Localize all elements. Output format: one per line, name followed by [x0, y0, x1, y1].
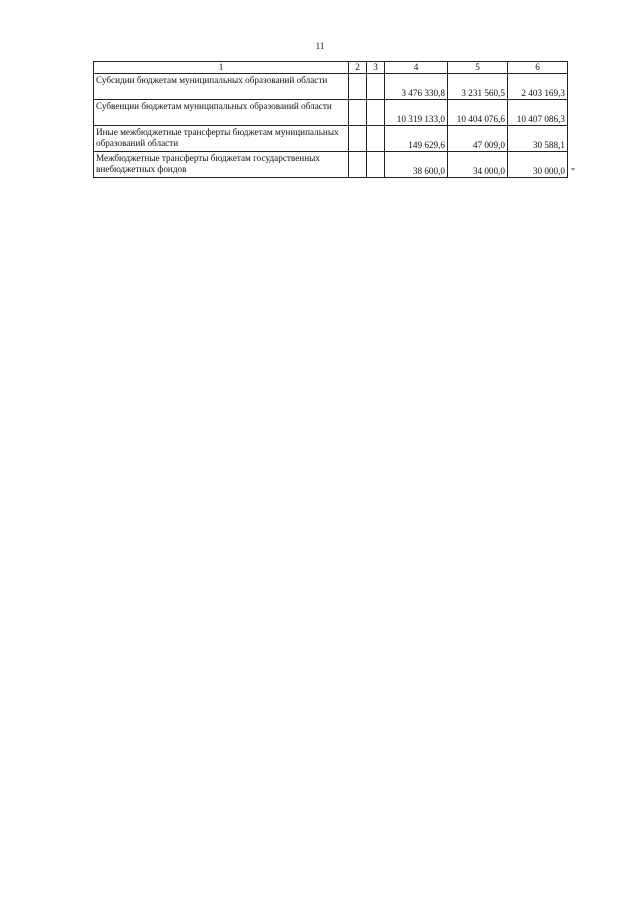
table-header-row [94, 62, 568, 74]
row-cell-2 [349, 152, 367, 178]
row-cell-6: 2 403 169,3 [508, 74, 568, 100]
column-header-3: 3 [367, 62, 385, 74]
row-name: Иные межбюджетные трансферты бюджетам муниципальных образований области [94, 126, 349, 152]
closing-quote-mark: " [571, 167, 576, 178]
row-name: Субсидии бюджетам муниципальных образований области [94, 74, 349, 100]
row-cell-5: 47 009,0 [448, 126, 508, 152]
row-cell-5: 34 000,0 [448, 152, 508, 178]
column-header-5: 5 [448, 62, 508, 74]
column-header-1: 1 [94, 62, 349, 74]
row-cell-5: 3 231 560,5 [448, 74, 508, 100]
table-row [94, 126, 568, 152]
row-cell-4: 38 600,0 [385, 152, 448, 178]
row-cell-6: 30 000,0 [508, 152, 568, 178]
column-header-2: 2 [349, 62, 367, 74]
row-cell-5: 10 404 076,6 [448, 100, 508, 126]
row-cell-3 [367, 100, 385, 126]
table-row [94, 100, 568, 126]
row-cell-6: 10 407 086,3 [508, 100, 568, 126]
row-cell-4: 149 629,6 [385, 126, 448, 152]
row-cell-2 [349, 126, 367, 152]
table-row [94, 152, 568, 178]
table-row [94, 74, 568, 100]
row-cell-3 [367, 126, 385, 152]
row-cell-3 [367, 74, 385, 100]
row-name: Межбюджетные трансферты бюджетам государственных внебюджетных фондов [94, 152, 349, 178]
row-cell-2 [349, 74, 367, 100]
column-header-4: 4 [385, 62, 448, 74]
row-cell-4: 10 319 133,0 [385, 100, 448, 126]
row-name: Субвенции бюджетам муниципальных образований области [94, 100, 349, 126]
page-number: 11 [315, 41, 325, 51]
budget-table [93, 61, 568, 178]
row-cell-4: 3 476 330,8 [385, 74, 448, 100]
row-cell-2 [349, 100, 367, 126]
column-header-6: 6 [508, 62, 568, 74]
row-cell-6: 30 588,1 [508, 126, 568, 152]
row-cell-3 [367, 152, 385, 178]
